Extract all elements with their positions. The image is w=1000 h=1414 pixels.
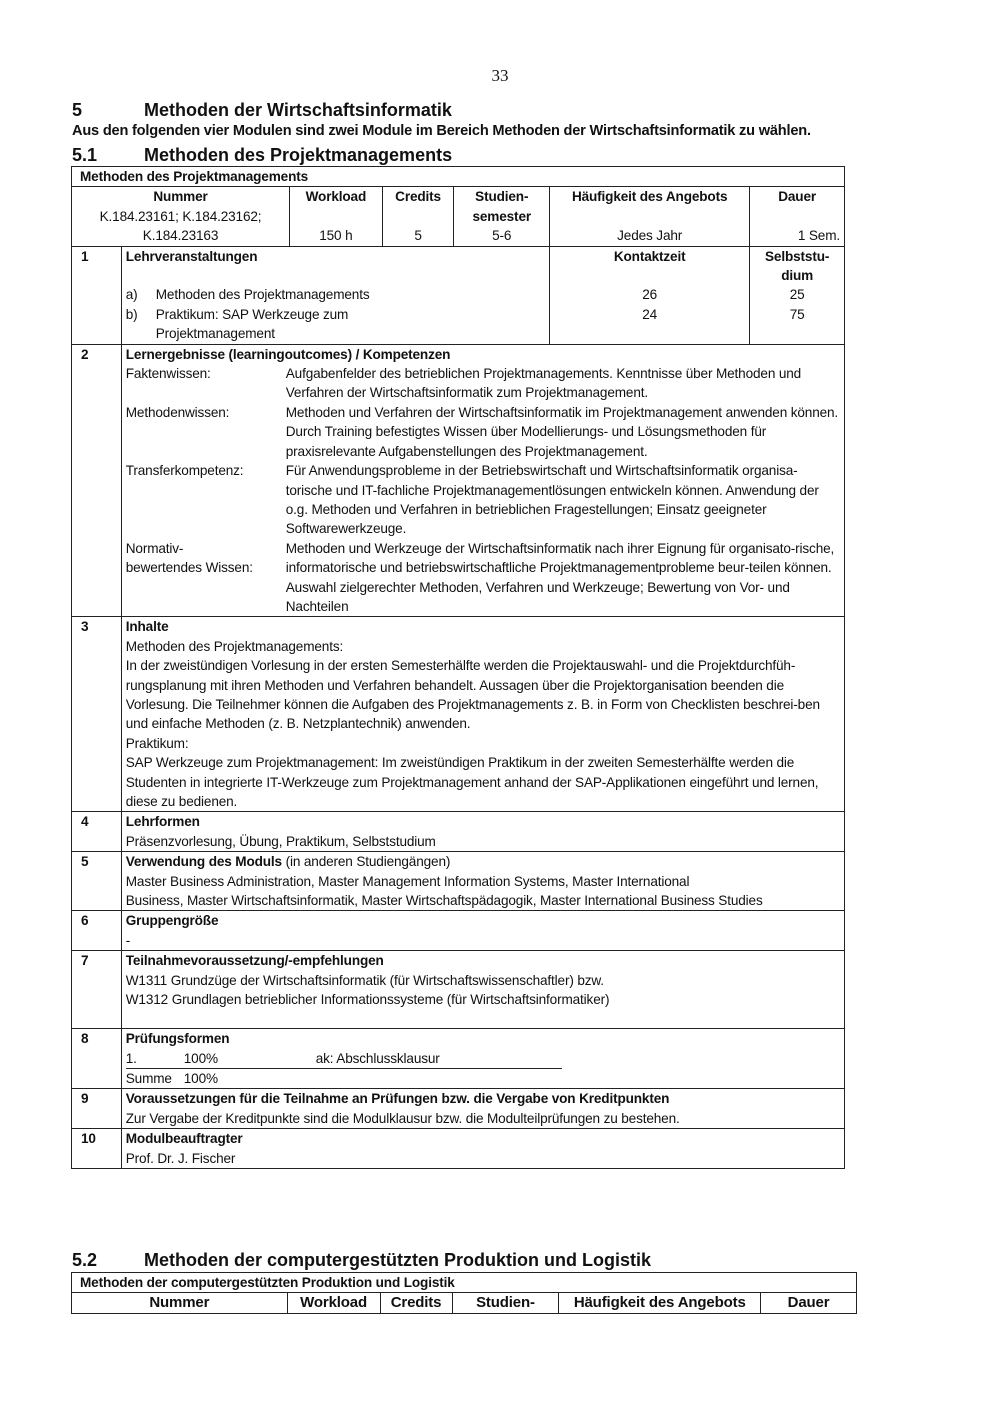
module2-header-row [72,1293,857,1313]
selbststudium-header-2: dium [781,268,814,284]
kontaktzeit-cell: Kontaktzeit 26 24 [550,246,750,344]
teilnahme-text: W1311 Grundzüge der Wirtschaftsinformatik (für Wirtschaftswissenschaftler) bzw. [125,972,604,988]
beauftragter-text: Prof. Dr. J. Fischer [125,1150,236,1166]
row-number: 6 [72,911,122,951]
row-number: 5 [72,852,122,911]
lehrformen-row [72,812,845,852]
dauer-value: 1 Sem. [797,228,840,244]
nummer-cell [72,187,290,246]
dauer-header: Dauer [761,1293,857,1313]
lernergebnisse-row [72,344,845,617]
haeufigkeit-header: Häufigkeit des Angebots [559,1293,761,1313]
module1-table [71,166,845,1169]
transfer-text: Für Anwendungsprobleme in der Betriebswirtschaft und Wirtschaftsinformatik organisa-torische und IT-fachliche Projektmanagementlösungen entwickeln können. Anwendung der o.g. Methoden und Verfahren in betrieblichen Fragestellungen; Einsatz geeigneter Softwarewerkzeuge. [285,463,819,537]
studien-header-1: Studien- [475,189,529,205]
haeufigkeit-header: Häufigkeit des Angebots [571,189,728,205]
lehrveranstaltungen-row [72,246,845,344]
lernergebnisse-cell [121,344,844,617]
verwendung-title-suffix: (in anderen Studiengängen) [281,854,451,870]
module1-number: 5.1 [72,145,98,165]
beauftragter-title: Modulbeauftragter [125,1131,243,1147]
page-number: 33 [491,66,509,85]
section-number: 5 [72,100,83,120]
pruefung-summe: Summe 100% [125,1071,218,1087]
gruppengroesse-row [72,911,845,951]
row-number: 10 [72,1129,122,1169]
module1-header-row [72,187,845,246]
fakten-label: Faktenwissen: [125,366,211,382]
verwendung-text: Master Business Administration, Master Management Information Systems, Master International [125,873,690,889]
workload-value: 150 h [319,228,353,244]
module1-heading [72,145,452,166]
gruppengroesse-title: Gruppengröße [125,913,219,929]
teilnahme-row [72,951,845,1029]
section-intro: Aus den folgenden vier Modulen sind zwei Module im Bereich Methoden der Wirtschaftsinformatik zu wählen. [72,123,811,139]
kontaktzeit-header: Kontaktzeit [613,248,686,264]
module1-table-title: Methoden des Projektmanagements [72,167,845,187]
normativ-label: Normativ- bewertendes Wissen: [125,540,253,576]
section-title: Methoden der Wirtschaftsinformatik [144,100,452,120]
semester-value: 5-6 [492,228,512,244]
semester-cell [454,187,550,246]
verwendung-text: Business, Master Wirtschaftsinformatik, Master Wirtschaftspädagogik, Master International Business Studies [125,893,763,909]
module2-table [71,1272,857,1314]
module2-table-title: Methoden der computergestützten Produktion und Logistik [72,1273,857,1293]
inhalte-row [72,617,845,812]
workload-cell [290,187,383,246]
inhalte-line: Methoden des Projektmanagements: [125,638,344,654]
teilnahme-text: W1312 Grundlagen betrieblicher Informationssysteme (für Wirtschaftsinformatiker) [125,992,610,1008]
row-number: 7 [72,951,122,1029]
kompetenzen-grid [126,364,840,616]
row-number: 4 [72,812,122,852]
nummer-value-2: K.184.23163 [142,228,219,244]
inhalte-line: Praktikum: [125,735,189,751]
haeufigkeit-cell [550,187,750,246]
inhalte-paragraph: SAP Werkzeuge zum Projektmanagement: Im zweistündigen Praktikum in der zweiten Semesterhälfte werden die Studenten in integrierte IT-Werkzeuge zum Projektmanagement anhand der SAP-Applikationen eingeführt und lernen, diese zu bedienen. [125,755,819,809]
lehrveranstaltungen-cell [121,246,549,344]
module2-heading [72,1250,651,1271]
lehrformen-title: Lehrformen [125,814,200,830]
nummer-header: Nummer [153,189,208,205]
transfer-label: Transferkompetenz: [125,463,244,479]
normativ-text: Methoden und Werkzeuge der Wirtschaftsinformatik nach ihrer Eignung für organisato-rische, informatorische und betriebswirtschaftliche Projektmanagementprobleme beur-teilen können. Auswahl zielgerechter Methoden, Verfahren und Werkzeuge; Bewertung von Vor- und Nachteilen [285,540,835,614]
inhalte-paragraph: In der zweistündigen Vorlesung in der ersten Semesterhälfte werden die Projektauswahl- und die Projektdurchfüh-rungsplanung mit ihren Methoden und Verfahren behandelt. Aussagen über die Projektorganisation beenden die Vorlesung. Die Teilnehmer können die Aufgaben des Projektmanagements z. B. in Form von Checklisten beschrei-ben und einfache Methoden (z. B. Netzplantechnik) anwenden. [125,658,820,732]
row-number: 2 [72,344,122,617]
selbststudium-cell: Selbststu- dium 25 75 [750,246,845,344]
inhalte-cell [121,617,844,812]
workload-header: Workload [305,189,367,205]
list-item: b) Praktikum: SAP Werkzeuge zum Projektmanagement [125,306,349,342]
module1-title: Methoden des Projektmanagements [144,145,453,165]
haeufigkeit-value: Jedes Jahr [617,228,683,244]
voraussetzungen-text: Zur Vergabe der Kreditpunkte sind die Modulklausur bzw. die Modulteilprüfungen zu bestehen. [125,1110,680,1126]
section-heading [72,100,452,121]
beauftragter-row [72,1129,845,1169]
credits-header: Credits [395,189,441,205]
fakten-text: Aufgabenfelder des betrieblichen Projektmanagements. Kenntnisse über Methoden und Verfahren der Wirtschaftsinformatik zum Projektmanagement. [285,366,802,401]
dauer-header: Dauer [778,189,817,205]
voraussetzungen-title: Voraussetzungen für die Teilnahme an Prüfungen bzw. die Vergabe von Kreditpunkten [125,1091,670,1107]
lehrveranstaltungen-title: Lehrveranstaltungen [125,248,258,264]
nummer-header: Nummer [72,1293,288,1313]
credits-cell [382,187,454,246]
lernergebnisse-title: Lernergebnisse (learningoutcomes) / Kompetenzen [125,346,451,362]
dauer-cell [750,187,845,246]
list-item: a) Methoden des Projektmanagements [125,287,370,303]
gruppengroesse-text: - [125,932,131,948]
row-number: 8 [72,1029,122,1089]
methoden-label: Methodenwissen: [125,404,230,420]
selbststudium-header-1: Selbststu- [765,248,830,264]
studien-header: Studien- [452,1293,559,1313]
module2-number: 5.2 [72,1250,98,1270]
credits-value: 5 [414,228,422,244]
pruefung-row: 1. 100% ak: Abschlussklausur [126,1049,562,1069]
methoden-text: Methoden und Verfahren der Wirtschaftsinformatik im Projektmanagement anwenden können. Durch Training befestigtes Wissen über Modellierungs- und Lösungsmethoden für praxisrelevante Aufgabenstellungen des Projektmanagement. [285,404,839,459]
inhalte-title: Inhalte [125,619,169,635]
lehrformen-text: Präsenzvorlesung, Übung, Praktikum, Selbststudium [125,833,436,849]
teilnahme-title: Teilnahmevoraussetzung/-empfehlungen [125,953,384,969]
row-number: 9 [72,1089,122,1129]
credits-header: Credits [380,1293,452,1313]
verwendung-row [72,852,845,911]
pruefungsformen-row [72,1029,845,1089]
voraussetzungen-row [72,1089,845,1129]
row-number: 1 [72,246,122,344]
nummer-value-1: K.184.23161; K.184.23162; [99,208,262,224]
row-number: 3 [72,617,122,812]
studien-header-2: semester [472,208,531,224]
module2-title: Methoden der computergestützten Produktion und Logistik [144,1250,651,1270]
verwendung-title: Verwendung des Moduls [125,854,282,870]
pruefungsformen-title: Prüfungsformen [125,1031,230,1047]
workload-header: Workload [287,1293,380,1313]
